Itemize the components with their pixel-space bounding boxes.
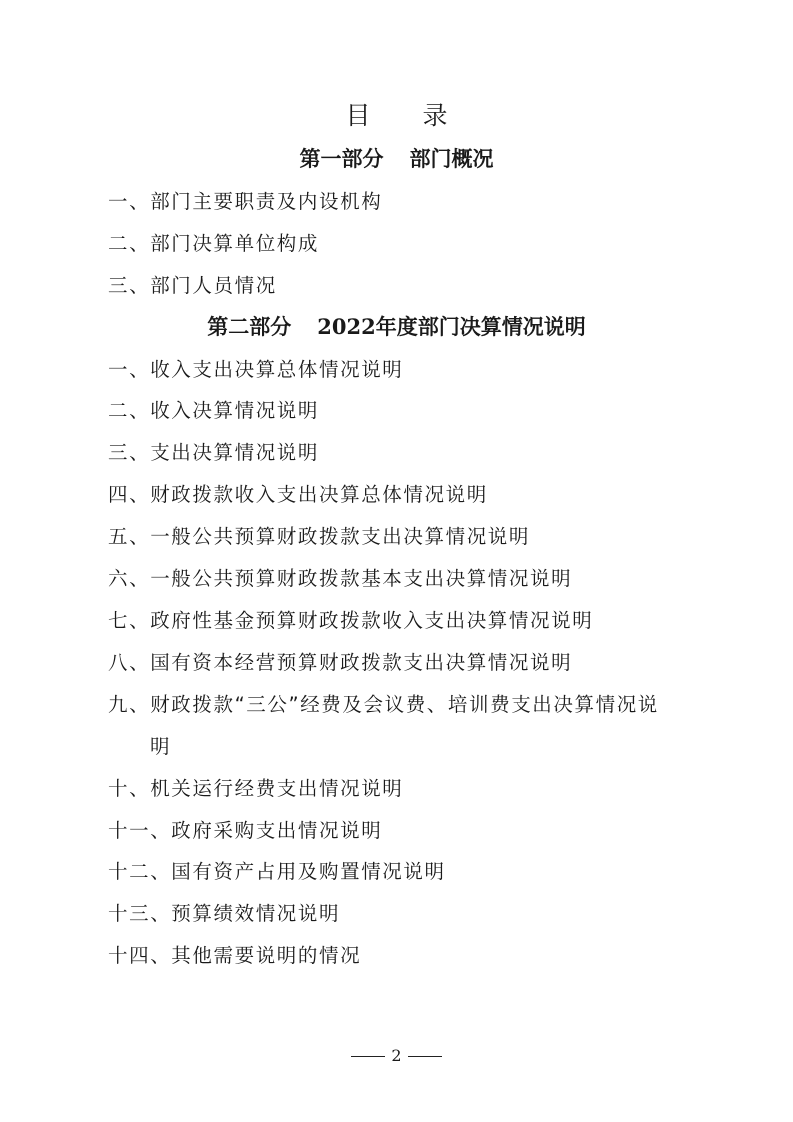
page-number: 2 xyxy=(391,1046,402,1065)
part1-title: 部门概况 xyxy=(409,146,494,171)
toc-item: 十、机关运行经费支出情况说明 xyxy=(108,777,404,800)
part2-title: 2022年度部门决算情况说明 xyxy=(317,314,586,339)
toc-item: 十二、国有资产占用及购置情况说明 xyxy=(108,860,446,883)
footer-dash-right xyxy=(408,1056,442,1057)
toc-item: 五、一般公共预算财政拨款支出决算情况说明 xyxy=(108,525,531,548)
part2-label: 第二部分 xyxy=(207,314,292,339)
part1-label: 第一部分 xyxy=(299,146,384,171)
toc-item: 二、部门决算单位构成 xyxy=(108,232,320,255)
toc-item: 十四、其他需要说明的情况 xyxy=(108,944,362,967)
part2-heading xyxy=(0,312,793,342)
toc-item: 三、部门人员情况 xyxy=(108,274,277,297)
toc-item: 六、一般公共预算财政拨款基本支出决算情况说明 xyxy=(108,567,573,590)
toc-title: 目 录 xyxy=(345,101,470,130)
toc-item: 八、国有资本经营预算财政拨款支出决算情况说明 xyxy=(108,651,573,674)
page-footer xyxy=(0,1044,793,1068)
toc-item: 十三、预算绩效情况说明 xyxy=(108,902,341,925)
toc-item: 十一、政府采购支出情况说明 xyxy=(108,819,383,842)
toc-item-continuation: 明 xyxy=(150,735,170,758)
toc-item: 九、财政拨款“三公”经费及会议费、培训费支出决算情况说 xyxy=(108,693,659,716)
toc-item: 二、收入决算情况说明 xyxy=(108,399,320,422)
toc-item: 一、部门主要职责及内设机构 xyxy=(108,190,383,213)
toc-item: 七、政府性基金预算财政拨款收入支出决算情况说明 xyxy=(108,609,594,632)
toc-item: 四、财政拨款收入支出决算总体情况说明 xyxy=(108,483,488,506)
toc-item: 一、收入支出决算总体情况说明 xyxy=(108,358,404,381)
footer-dash-left xyxy=(351,1056,385,1057)
part1-heading xyxy=(0,144,793,174)
toc-item: 三、支出决算情况说明 xyxy=(108,441,320,464)
